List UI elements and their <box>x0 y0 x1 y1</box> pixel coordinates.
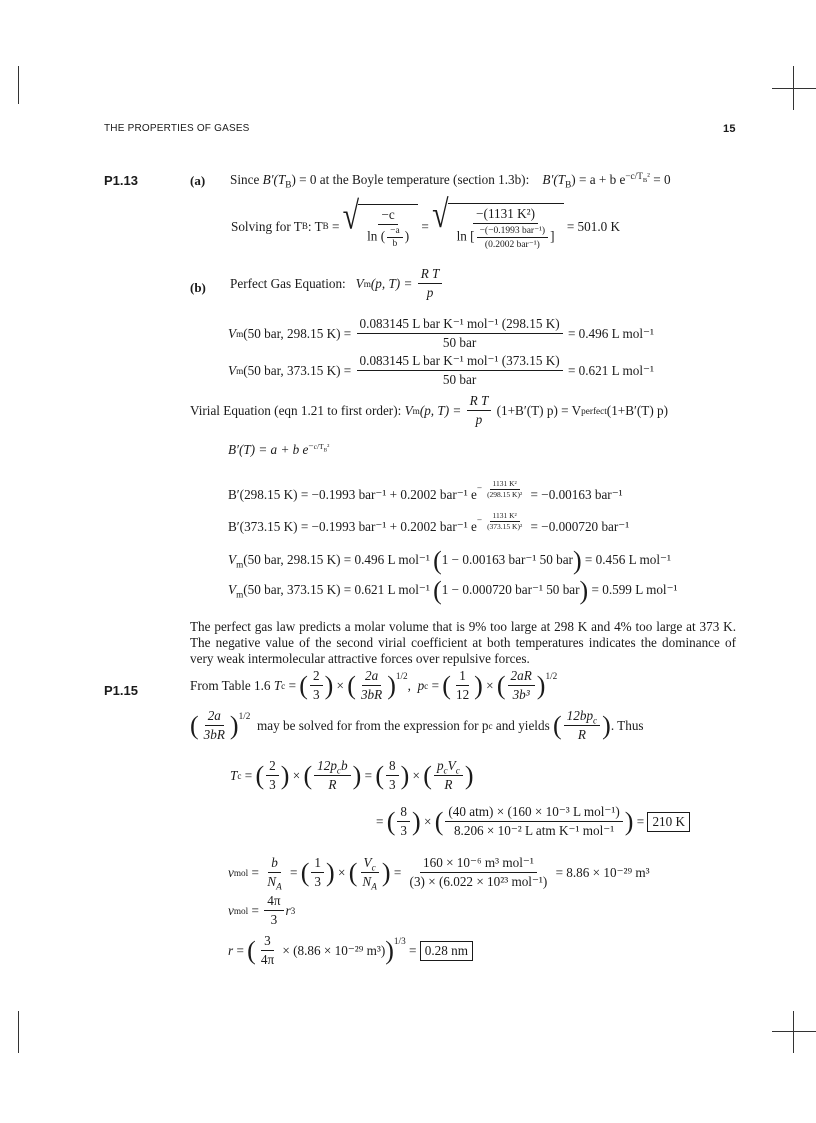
radius-result: 0.28 nm <box>420 941 473 961</box>
b-prime-298: B′(298.15 K) = −0.1993 bar⁻¹ + 0.2002 bar⁻¹ e $^{- \frac{\text{1131 K²}}{\text{(298.15 K)²}}}$ = −0.00163 bar⁻¹ <box>228 479 623 502</box>
tc-calculation: = ( $\frac{8}{3}$ ) × ( $\frac{\text{(40 atm) × (160 × 10⁻³ L mol⁻¹)}}{\text{8.206 × 10⁻² L atm K⁻¹ mol⁻¹}}$ ) = 210 K <box>376 804 690 839</box>
problem-label-p115: P1.15 <box>104 683 138 698</box>
crop-mark <box>793 1011 794 1053</box>
b-prime-373: B′(373.15 K) = −0.1993 bar⁻¹ + 0.2002 bar⁻¹ e $^{- \frac{\text{1131 K²}}{\text{(373.15 K)²}}}$ = −0.000720 bar⁻¹ <box>228 511 630 534</box>
running-header: THE PROPERTIES OF GASES <box>104 123 250 134</box>
b-prime-definition: B′(T) = a + b $e^{-c/T_B^2}$ <box>228 440 330 457</box>
solve-expression: ( $\frac{2a}{3bR}$ ) $^{1/2}$ may be solved for from the expression for p c and yields ( $\frac{12bp_c}{R}$ ) . Thus <box>190 708 644 742</box>
page-number: 15 <box>723 123 736 135</box>
crop-mark <box>18 1011 19 1053</box>
p113-conclusion: The perfect gas law predicts a molar volume that is 9% too large at 298 K and 4% too large at 373 K. The negative value of the second virial coefficient at both temperatures indicates the dominance of very weak intermolecular attractive forces over repulsive forces. <box>190 619 736 666</box>
crop-mark <box>18 66 19 104</box>
vm-virial-373: $V_m(50$ bar, 373.15 K) = 0.621 L mol⁻¹ (1 − 0.000720 bar⁻¹ 50 bar) = 0.599 L mol⁻¹ <box>228 576 678 605</box>
part-a-tag: (a) <box>190 173 206 188</box>
vm-perfect-298: V m (50 bar, 298.15 K) = $\frac{\text{0.083145 L bar K⁻¹ mol⁻¹ (298.15 K)}}{\text{50 bar}}$ = 0.496 L mol⁻¹ <box>228 316 654 350</box>
boyle-condition: Since $B'(T_B) = 0$ at the Boyle temperature (section 1.3b): $B'(T_B) = a + b$ $e^{-c/T_B^2} = 0$ <box>230 170 671 190</box>
part-b-tag: (b) <box>190 280 206 295</box>
vm-perfect-373: V m (50 bar, 373.15 K) = $\frac{\text{0.083145 L bar K⁻¹ mol⁻¹ (373.15 K)}}{\text{50 bar}}$ = 0.621 L mol⁻¹ <box>228 353 654 387</box>
crop-mark <box>772 88 816 89</box>
tc-expression: T c = ( $\frac{2}{3}$ ) × ( $\frac{12p_cb}{R}$ ) = ( $\frac{8}{3}$ ) × ( $\frac{p_cV_c}{R}$ ) <box>230 758 474 792</box>
perfect-gas-equation: Perfect Gas Equation: V m (p, T) = $\frac{\text{R T}}{p}$ <box>230 266 444 301</box>
crop-mark <box>772 1031 816 1032</box>
problem-label-p113: P1.13 <box>104 173 138 188</box>
virial-equation: Virial Equation (eqn 1.21 to first order): V m (p, T) = $\frac{\text{R T}}{p}$ (1+B′(T) p) = V perfect (1+B′(T) p) <box>190 393 669 427</box>
radius-calculation: r = ( $\frac{3}{4\pi}$ × (8.86 × 10⁻²⁹ m³) ) $^{1/3}$ = 0.28 nm <box>228 933 473 968</box>
vmol-sphere: v mol = $\frac{4\pi}{3}$ r 3 <box>228 893 296 927</box>
tc-result: 210 K <box>647 812 690 832</box>
vmol-calculation: v mol = $\frac{b}{N_A}$ = ( $\frac{1}{3}$ ) × ( $\frac{V_c}{N_A}$ ) = $\frac{\text{160 × 10⁻⁶ m³ mol⁻¹}}{\text{(3) × (6.022 × 10²³ mol⁻¹)}}$ = 8.86 × 10⁻²⁹ m³ <box>228 855 650 892</box>
crop-mark <box>793 66 794 110</box>
critical-constants: From Table 1.6 T c = ( $\frac{2}{3}$ ) × ( $\frac{2a}{3bR}$ ) $^{1/2}$ , p c = ( $\frac{1}{12}$ ) × ( $\frac{2aR}{\text{3b³}}$ ) $^{1/2}$ <box>190 668 558 702</box>
vm-virial-298: $V_m(50$ bar, 298.15 K) = 0.496 L mol⁻¹ (1 − 0.00163 bar⁻¹ 50 bar) = 0.456 L mol⁻¹ <box>228 546 671 575</box>
boyle-solution: Solving for T B : T B = √ −c ln ( $\frac{-a}{b}$ ) = √ −(1131 K²) ln [ $\frac{\text{−(−0.1993 bar⁻¹)}}{\text{(0.2002 bar⁻¹)}}$ ] = 501.0 K <box>231 193 621 250</box>
